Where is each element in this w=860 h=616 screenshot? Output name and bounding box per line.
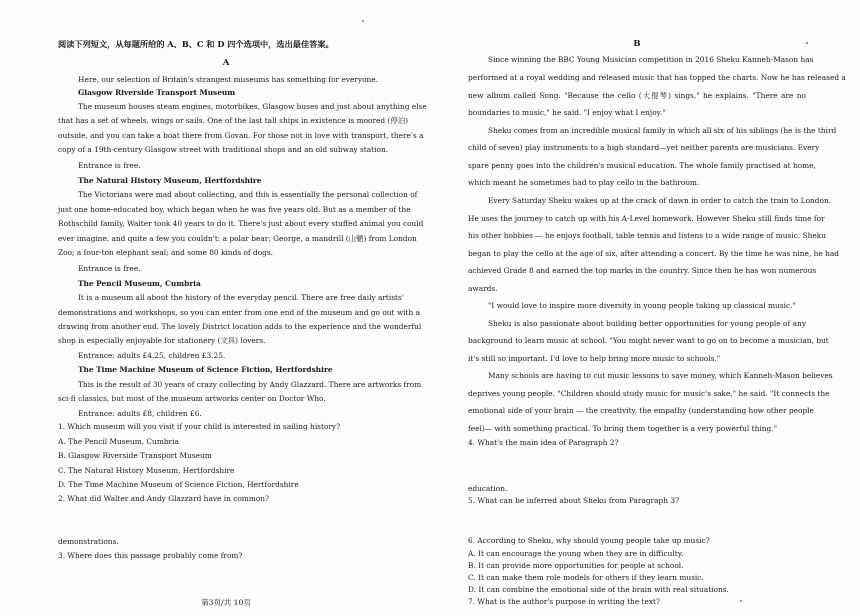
passage-b-line: He uses the journey to catch up with his A-Level homework. However Sheku still finds time for bbox=[468, 214, 825, 223]
museum1-title: Glasgow Riverside Transport Museum bbox=[78, 88, 236, 97]
museum2-line: The Victorians were mad about collecting, and this is essentially the personal collection of bbox=[78, 190, 418, 199]
museum1-line: that has a set of wheels, wings or sails. One of the last tall ships in existence is moored (停泊) bbox=[58, 116, 409, 125]
question-1-stem: 1. Which museum will you visit if your child is interested in sailing history? bbox=[58, 422, 341, 431]
museum2-line: just one home-educated boy, which began when he was five years old. But as a member of the bbox=[58, 205, 411, 214]
passage-b-line: new album called Song. "Because the cello (大提琴) sings," he explains. "There are no bbox=[468, 91, 806, 100]
question-6-stem: 6. According to Sheku, why should young people take up music? bbox=[468, 536, 710, 545]
museum3-line: It is a museum all about the history of the everyday pencil. There are free daily artists' bbox=[78, 293, 404, 302]
passage-b-line: it's still so important. I'd love to help bring more music to schools." bbox=[468, 354, 721, 363]
passage-b-line: achieved Grade 8 and earned the top marks in the country. Since then he has won numerous bbox=[468, 266, 817, 275]
museum2-line: ever imagine, and quite a few you couldn't: a polar bear; George, a mandrill (山魈) from London bbox=[58, 234, 417, 243]
passage-b-line: awards. bbox=[468, 284, 498, 293]
passage-b-quote: "I would love to inspire more diversity in young people taking up classical music." bbox=[488, 301, 796, 310]
question-4-option-d-continued: education. bbox=[468, 484, 508, 493]
question-6-option-a[interactable]: A. It can encourage the young when they are in difficulty. bbox=[468, 549, 684, 558]
scan-speck bbox=[362, 20, 364, 22]
museum4-line: sci-fi classics, but most of the museum artworks center on Doctor Who. bbox=[58, 394, 326, 403]
passage-b-line: child of seven) play instruments to a high standard—yet neither parents are musicians. Every bbox=[468, 143, 820, 152]
passage-b-line: Sheku is also passionate about building better opportunities for young people of any bbox=[488, 319, 806, 328]
museum3-line: demonstrations and workshops, so you can enter from one end of the museum and go out with a bbox=[58, 308, 421, 317]
scan-speck bbox=[806, 42, 808, 44]
passage-b-line: which meant he sometimes had to play cello in the bathroom. bbox=[468, 178, 700, 187]
museum3-line: drawing from another end. The lovely District location adds to the experience and the wonderful bbox=[58, 322, 422, 331]
museum3-line: shop is especially enjoyable for stationery (文具) lovers. bbox=[58, 336, 266, 345]
question-5-stem: 5. What can be inferred about Sheku from Paragraph 3? bbox=[468, 496, 680, 505]
passage-b-line: Many schools are having to cut music lessons to save money, which Kanneh-Mason believes bbox=[488, 371, 833, 380]
passage-b-line: emotional side of your brain — the creativity, the empathy (understanding how other people bbox=[468, 406, 814, 415]
question-7-stem: 7. What is the author's purpose in writing the text? bbox=[468, 597, 660, 606]
museum2-line: Rothschild family, Walter took 40 years to do it. There's just about every stuffed animal you could bbox=[58, 219, 424, 228]
intro-text: Here, our selection of Britain's strangest museums has something for everyone. bbox=[78, 75, 379, 84]
instruction: 阅读下列短文，从每题所给的 A、B、C 和 D 四个选项中，选出最佳答案。 bbox=[58, 39, 334, 49]
passage-b-line: feel)— with something practical. To bring them together is a very powerful thing." bbox=[468, 424, 777, 433]
passage-b-line: spare penny goes into the children's musical education. The whole family practised at home, bbox=[468, 161, 816, 170]
passage-b-line: Sheku comes from an incredible musical family in which all six of his siblings (he is the third bbox=[488, 126, 837, 135]
museum1-entrance: Entrance is free. bbox=[78, 161, 141, 170]
scan-speck bbox=[740, 600, 742, 602]
museum4-line: This is the result of 30 years of crazy collecting by Andy Glazzard. There are artworks from bbox=[78, 380, 422, 389]
question-1-option-a[interactable]: A. The Pencil Museum, Cumbria bbox=[58, 437, 179, 446]
question-1-option-c[interactable]: C. The Natural History Museum, Hertfordshire bbox=[58, 466, 235, 475]
passage-b-line: boundaries to music," he said. "I enjoy what I enjoy." bbox=[468, 108, 666, 117]
page-footer-left: 第3页/共 10页 bbox=[201, 598, 251, 607]
question-1-option-d[interactable]: D. The Time Machine Museum of Science Fiction, Hertfordshire bbox=[58, 480, 299, 489]
passage-b-line: deprives young people. "Children should study music for music's sake," he said. "It connects the bbox=[468, 389, 830, 398]
question-6-option-b[interactable]: B. It can provide more opportunities for people at school. bbox=[468, 561, 684, 570]
question-1-option-b[interactable]: B. Glasgow Riverside Transport Museum bbox=[58, 451, 212, 460]
passage-b-line: Every Saturday Sheku wakes up at the crack of dawn in order to catch the train to London. bbox=[488, 196, 832, 205]
museum2-entrance: Entrance is free. bbox=[78, 264, 141, 273]
passage-b-line: background to learn music at school. "You might never want to go on to become a musician, but bbox=[468, 336, 829, 345]
museum4-entrance: Entrance: adults £8, children £6. bbox=[78, 409, 202, 418]
question-6-option-d[interactable]: D. It can combine the emotional side of the brain with real situations. bbox=[468, 585, 729, 594]
museum2-line: Zoo; a four-ton elephant seal; and some 80 kinds of dogs. bbox=[58, 248, 274, 257]
question-4-stem: 4. What's the main idea of Paragraph 2? bbox=[468, 438, 619, 447]
museum4-title: The Time Machine Museum of Science Fiction, Hertfordshire bbox=[78, 365, 333, 374]
section-b-heading: B bbox=[633, 39, 641, 49]
section-a-heading: A bbox=[222, 58, 230, 68]
question-6-option-c[interactable]: C. It can make them role models for others if they learn music. bbox=[468, 573, 704, 582]
museum1-line: copy of a 19th-century Glasgow street with traditional shops and an old subway station. bbox=[58, 145, 389, 154]
museum3-entrance: Entrance: adults £4.25, children £3.25. bbox=[78, 351, 226, 360]
museum1-line: The museum houses steam engines, motorbikes, Glasgow buses and just about anything else bbox=[78, 102, 427, 111]
question-3-stem: 3. Where does this passage probably come from? bbox=[58, 551, 243, 560]
passage-b-line: Since winning the BBC Young Musician competition in 2016 Sheku Kanneh-Mason has bbox=[488, 55, 814, 64]
passage-b-line: his other hobbies — he enjoys football, table tennis and listens to a wide range of music. Sheku bbox=[468, 231, 826, 240]
museum3-title: The Pencil Museum, Cumbria bbox=[78, 279, 201, 288]
museum2-title: The Natural History Museum, Hertfordshire bbox=[78, 176, 262, 185]
passage-b-line: began to play the cello at the age of six, after attending a concert. By the time he was nine, he had bbox=[468, 249, 840, 258]
passage-b-line: performed at a royal wedding and released music that has topped the charts. Now he has released a bbox=[468, 73, 846, 82]
question-2-stem: 2. What did Walter and Andy Glazzard have in common? bbox=[58, 494, 270, 503]
museum1-line: outside, and you can take a boat there from Govan. For those not in love with transport, there's a bbox=[58, 131, 424, 140]
question-2-option-d-continued: demonstrations. bbox=[58, 537, 119, 546]
